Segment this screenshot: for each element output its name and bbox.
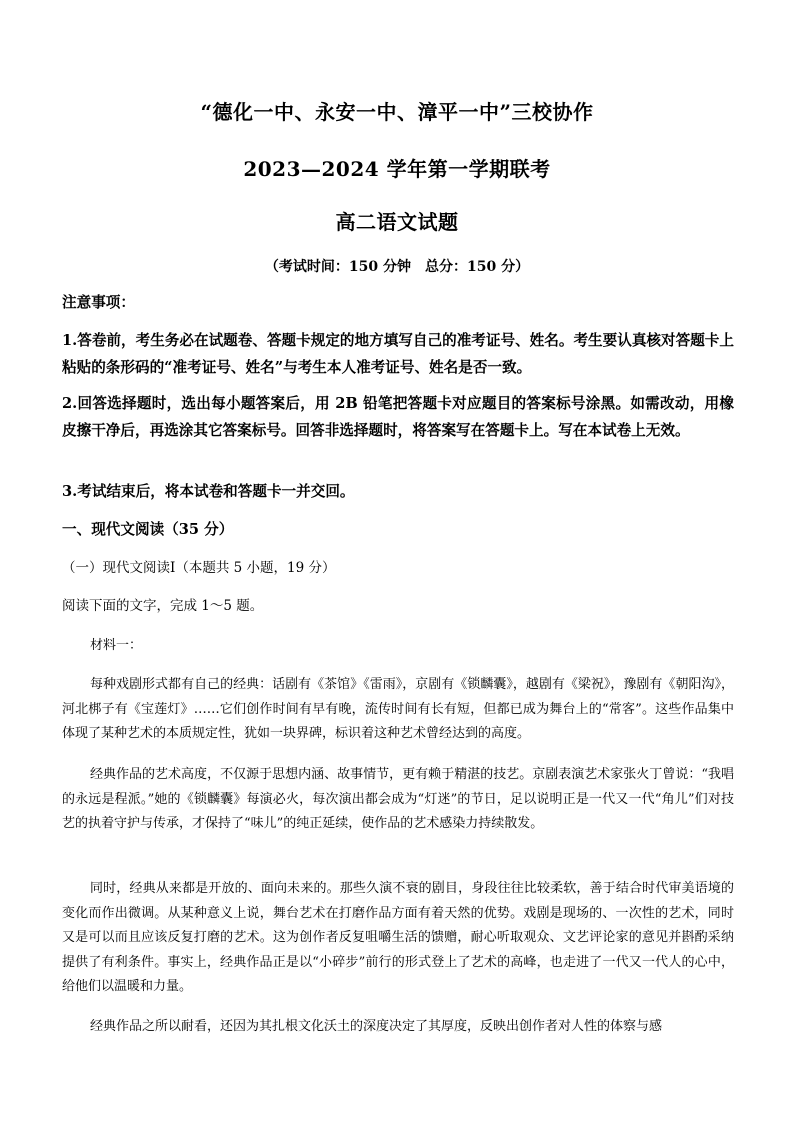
exam-info: （考试时间：150 分钟 总分：150 分） — [264, 259, 530, 275]
notice-item-2: 2.回答选择题时，选出每小题答案后，用 2B 铅笔把答题卡对应题目的答案标号涂黑。如需改动，用橡皮擦干净后，再选涂其它答案标号。回答非选择题时，将答案写在答题卡上。写在本试卷上无效。 — [62, 395, 734, 439]
passage-paragraph-4: 经典作品之所以耐看，还因为其扎根文化沃土的深度决定了其厚度，反映出创作者对人性的体察与感 — [90, 1019, 663, 1034]
section-subtitle: （一）现代文阅读Ⅰ（本题共 5 小题，19 分） — [62, 560, 336, 576]
term-exam-title: 2023—2024 学年第一学期联考 — [243, 157, 551, 181]
passage-paragraph-3: 同时，经典从来都是开放的、面向未来的。那些久演不衰的剧目，身段往往比较柔软，善于结合时代审美语境的变化而作出微调。从某种意义上说，舞台艺术在打磨作品方面有着天然的优势。戏剧是现场的、一次性的艺术，同时又是可以而且应该反复打磨的艺术。这为创作者反复咀嚼生活的馈赠，耐心听取观众、文艺评论家的意见并斟酌采纳提供了有利条件。事实上，经典作品正是以“小碎步”前行的形式登上了艺术的高峰，也走进了一代又一代人的心中，给他们以温暖和力量。 — [62, 881, 734, 994]
subject-title: 高二语文试题 — [335, 210, 459, 234]
notice-item-3: 3.考试结束后，将本试卷和答题卡一并交回。 — [62, 483, 355, 500]
section-title: 一、现代文阅读（35 分） — [62, 521, 234, 538]
material-label: 材料一： — [90, 638, 143, 653]
notice-title: 注意事项： — [62, 294, 135, 311]
school-consortium-title: “德化一中、永安一中、漳平一中”三校协作 — [200, 100, 594, 124]
notice-item-1: 1.答卷前，考生务必在试题卷、答题卡规定的地方填写自己的准考证号、姓名。考生要认真核对答题卡上粘贴的条形码的“准考证号、姓名”与考生本人准考证号、姓名是否一致。 — [62, 332, 734, 376]
reading-instruction: 阅读下面的文字，完成 1～5 题。 — [62, 598, 264, 614]
passage-paragraph-1: 每种戏剧形式都有自己的经典：话剧有《茶馆》《雷雨》，京剧有《锁麟囊》，越剧有《梁祝》，豫剧有《朝阳沟》，河北梆子有《宝莲灯》……它们创作时间有早有晚，流传时间有长有短，但都已成为舞台上的“常客”。这些作品集中体现了某种艺术的本质规定性，犹如一块界碑，标识着这种艺术曾经达到的高度。 — [62, 677, 734, 741]
passage-paragraph-2: 经典作品的艺术高度，不仅源于思想内涵、故事情节，更有赖于精湛的技艺。京剧表演艺术家张火丁曾说：“我唱的永远是程派。”她的《锁麟囊》每演必火，每次演出都会成为“灯迷”的节日，足以说明正是一代又一代“角儿”们对技艺的执着守护与传承，才保持了“味儿”的纯正延续，使作品的艺术感染力持续散发。 — [62, 767, 734, 831]
